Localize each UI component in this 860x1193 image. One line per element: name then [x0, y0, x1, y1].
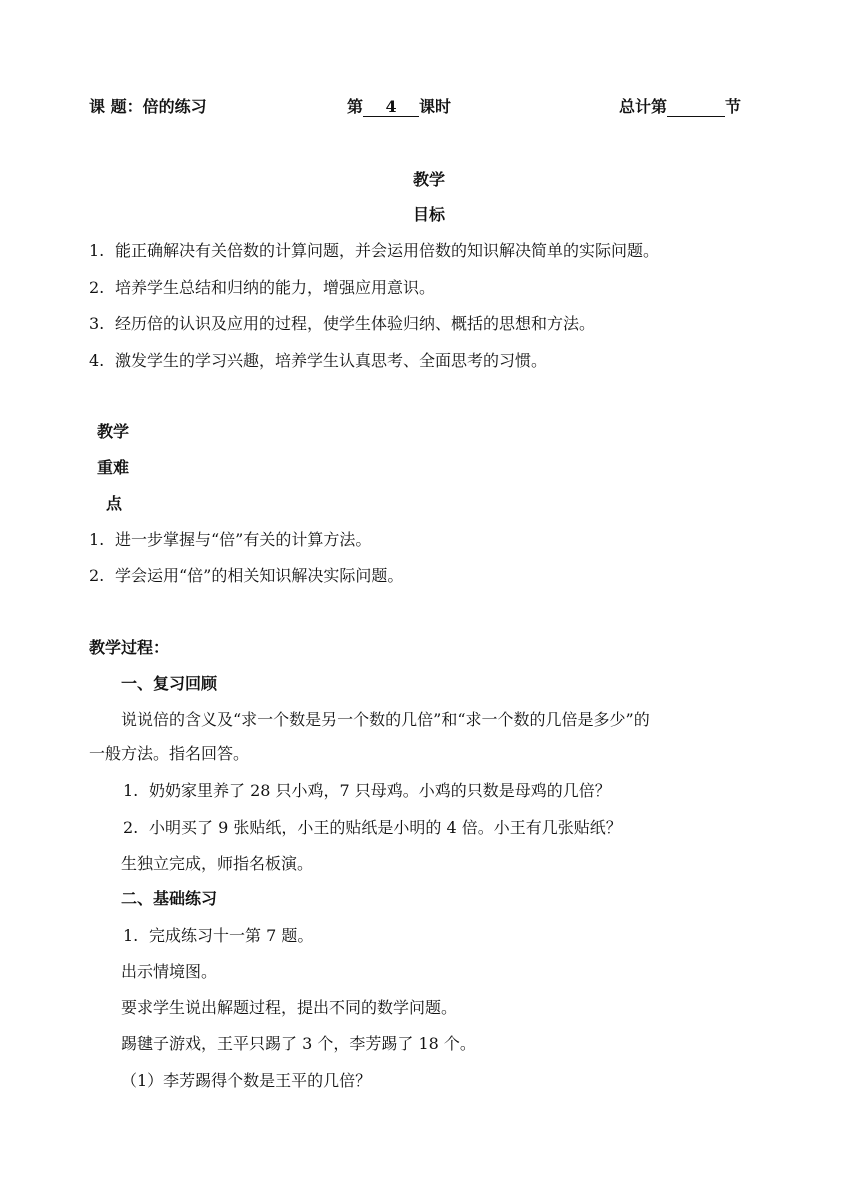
list-number: 3. — [89, 314, 105, 333]
list-number: 4. — [89, 351, 105, 370]
list-number: 2. — [89, 566, 105, 585]
list-number: 1. — [123, 926, 139, 945]
list-number: 2. — [123, 818, 139, 837]
key-point-item — [89, 530, 371, 550]
objective-text: 经历倍的认识及应用的过程，使学生体验归纳、概括的思想和方法。 — [115, 314, 596, 333]
key-point-text: 学会运用“倍”的相关知识解决实际问题。 — [115, 566, 404, 585]
key-point-text: 进一步掌握与“倍”有关的计算方法。 — [115, 530, 372, 549]
list-number: 1. — [89, 530, 105, 549]
lesson-prefix: 第 — [347, 97, 364, 116]
review-question-text: 奶奶家里养了 28 只小鸡，7 只母鸡。小鸡的只数是母鸡的几倍？ — [149, 781, 611, 800]
section2-question: （1）李芳踢得个数是王平的几倍？ — [121, 1071, 372, 1090]
objective-item — [89, 241, 659, 261]
section1-paragraph-line2: 一般方法。指名回答。 — [89, 744, 250, 763]
section2-title: 二、基础练习 — [121, 889, 218, 908]
objective-item — [89, 278, 435, 298]
objective-item — [89, 351, 547, 371]
section2-line: 出示情境图。 — [121, 962, 218, 981]
key-points-heading-1: 教学 — [97, 422, 130, 441]
review-question-text: 小明买了 9 张贴纸，小王的贴纸是小明的 4 倍。小王有几张贴纸？ — [149, 818, 622, 837]
section2-line: 踢毽子游戏，王平只踢了 3 个，李芳踢了 18 个。 — [121, 1034, 476, 1053]
review-question — [123, 781, 611, 801]
key-points-heading-3: 点 — [106, 494, 123, 513]
lesson-suffix: 课时 — [419, 97, 452, 116]
objective-text: 激发学生的学习兴趣，培养学生认真思考、全面思考的习惯。 — [115, 351, 548, 370]
lesson-number: 4 — [363, 98, 419, 117]
section1-paragraph-line1: 说说倍的含义及“求一个数是另一个数的几倍”和“求一个数的几倍是多少”的 — [121, 710, 650, 729]
topic-label: 课 题： — [89, 97, 143, 116]
objectives-heading-2: 目标 — [413, 205, 446, 224]
key-point-item — [89, 566, 403, 586]
objectives-heading-1: 教学 — [413, 170, 446, 189]
objective-text: 培养学生总结和归纳的能力，增强应用意识。 — [115, 278, 436, 297]
total-suffix: 节 — [725, 97, 742, 116]
section1-title: 一、复习回顾 — [121, 674, 218, 693]
lesson-number-field — [347, 97, 451, 117]
process-heading: 教学过程： — [89, 638, 170, 657]
practice-item-text: 完成练习十一第 7 题。 — [149, 926, 314, 945]
objective-text: 能正确解决有关倍数的计算问题，并会运用倍数的知识解决简单的实际问题。 — [115, 241, 660, 260]
practice-item — [123, 926, 313, 946]
total-prefix: 总计第 — [619, 97, 668, 116]
section2-line: 要求学生说出解题过程，提出不同的数学问题。 — [121, 998, 458, 1017]
review-question — [123, 818, 622, 838]
topic-value: 倍的练习 — [142, 97, 207, 116]
section1-note: 生独立完成，师指名板演。 — [121, 854, 314, 873]
list-number: 1. — [123, 781, 139, 800]
total-blank — [667, 98, 725, 117]
topic-title — [89, 97, 207, 117]
list-number: 1. — [89, 241, 105, 260]
key-points-heading-2: 重难 — [97, 458, 130, 477]
total-count-field — [619, 97, 741, 117]
objective-item — [89, 314, 595, 334]
list-number: 2. — [89, 278, 105, 297]
